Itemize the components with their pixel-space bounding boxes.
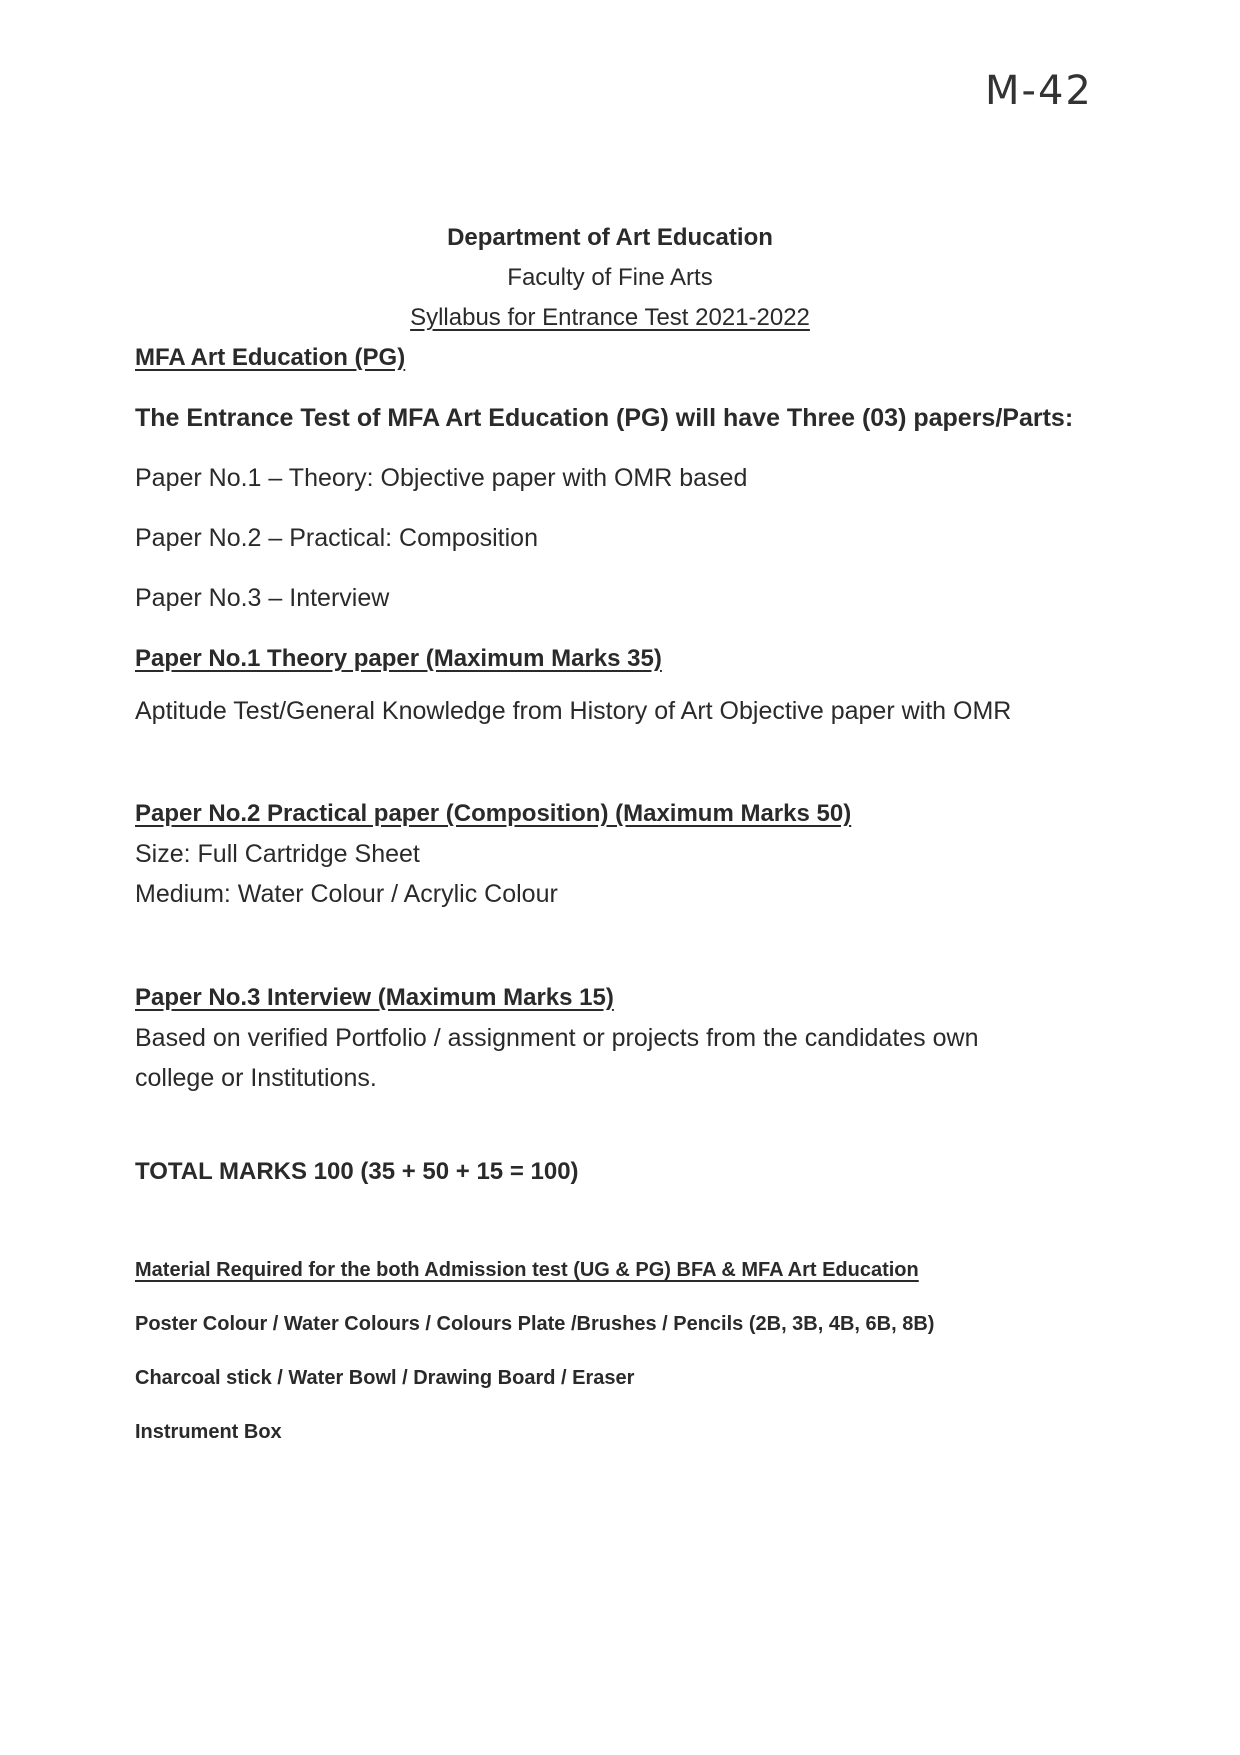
materials-heading: Material Required for the both Admission test (UG & PG) BFA & MFA Art Education <box>135 1259 919 1281</box>
paper2-heading: Paper No.2 Practical paper (Composition) (Maximum Marks 50) <box>135 800 852 827</box>
paper2-size: Size: Full Cartridge Sheet <box>135 840 420 868</box>
handwritten-page-number: M-42 <box>985 68 1093 114</box>
paper3-line1: Based on verified Portfolio / assignment or projects from the candidates own <box>135 1024 979 1052</box>
intro-text: The Entrance Test of MFA Art Education (PG) will have Three (03) papers/Parts: <box>135 404 1074 432</box>
papers-list-item: Paper No.2 – Practical: Composition <box>135 524 538 552</box>
faculty-title: Faculty of Fine Arts <box>507 264 713 291</box>
paper2-medium: Medium: Water Colour / Acrylic Colour <box>135 880 558 908</box>
materials-line2: Charcoal stick / Water Bowl / Drawing Board / Eraser <box>135 1367 635 1389</box>
papers-list-item: Paper No.3 – Interview <box>135 584 390 612</box>
syllabus-title: Syllabus for Entrance Test 2021-2022 <box>410 304 810 331</box>
total-marks: TOTAL MARKS 100 (35 + 50 + 15 = 100) <box>135 1158 579 1185</box>
course-title: MFA Art Education (PG) <box>135 344 406 371</box>
paper1-text: Aptitude Test/General Knowledge from History of Art Objective paper with OMR <box>135 697 1012 725</box>
paper1-heading: Paper No.1 Theory paper (Maximum Marks 35) <box>135 645 662 672</box>
papers-list-item: Paper No.1 – Theory: Objective paper with OMR based <box>135 464 748 492</box>
materials-line3: Instrument Box <box>135 1421 282 1443</box>
materials-line1: Poster Colour / Water Colours / Colours Plate /Brushes / Pencils (2B, 3B, 4B, 6B, 8B) <box>135 1313 935 1335</box>
paper3-heading: Paper No.3 Interview (Maximum Marks 15) <box>135 984 614 1011</box>
paper3-line2: college or Institutions. <box>135 1064 377 1092</box>
department-title: Department of Art Education <box>447 224 773 251</box>
